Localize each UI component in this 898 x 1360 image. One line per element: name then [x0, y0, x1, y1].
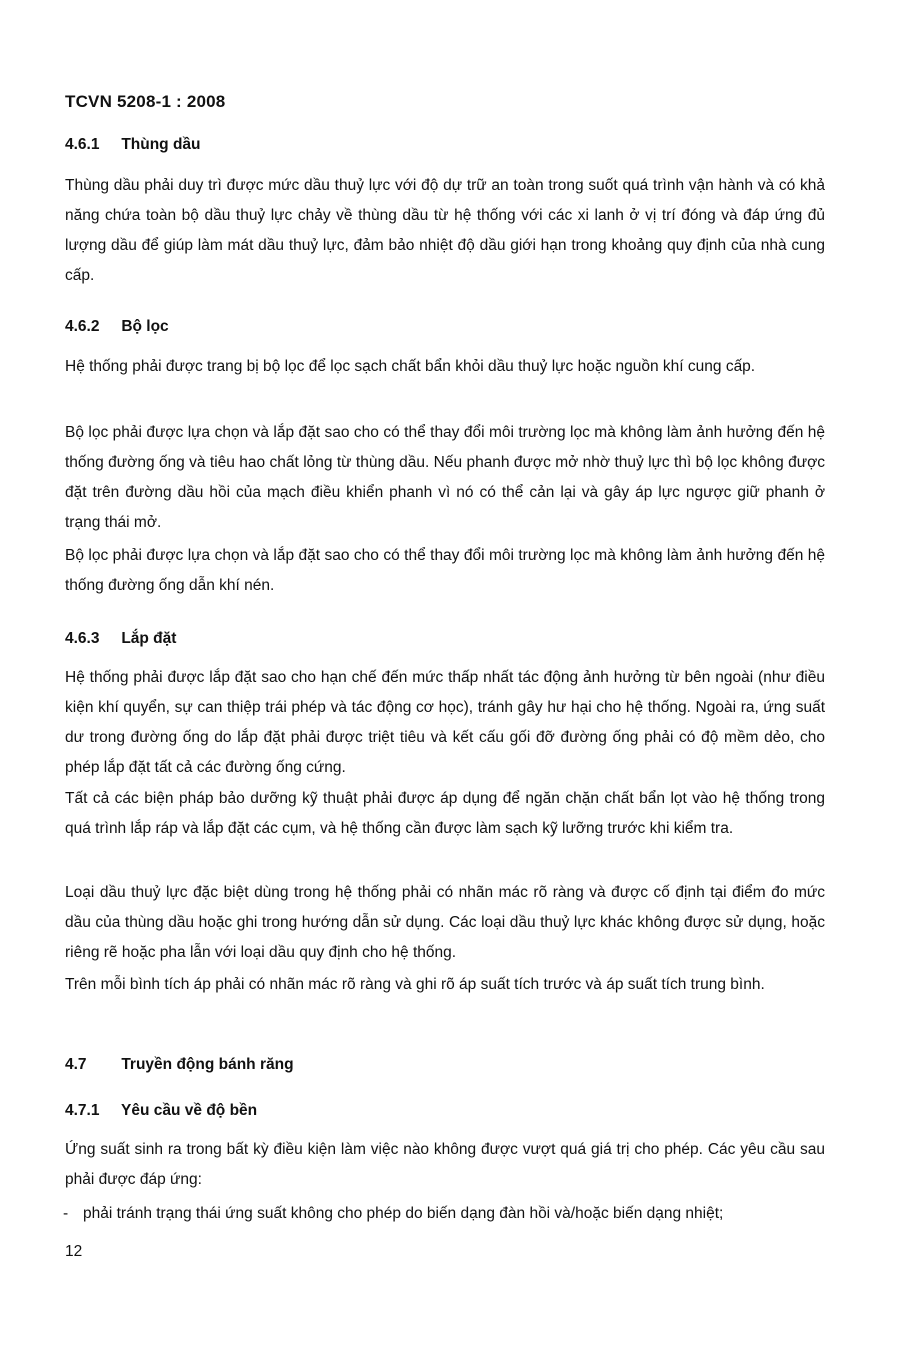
- section-number: 4.6.3: [65, 630, 100, 647]
- paragraph-4-6-3-4: Trên mỗi bình tích áp phải có nhãn mác rõ ràng và ghi rõ áp suất tích trước và áp suất tích trung bình.: [65, 976, 765, 993]
- list-item-text: phải tránh trạng thái ứng suất không cho phép do biến dạng đàn hồi và/hoặc biến dạng nhiệt;: [83, 1205, 724, 1222]
- section-number: 4.6.1: [65, 136, 100, 153]
- paragraph-4-6-3-1: Hệ thống phải được lắp đặt sao cho hạn chế đến mức thấp nhất tác động ảnh hưởng từ bên ngoài (như điều kiện khí quyển, sự can thiệp trái phép và tác động cơ học), tránh gây hư hại cho hệ thống. Ngoài ra, ứng suất dư trong đường ống do lắp đặt phải được triệt tiêu và kết cấu gối đỡ đường ống phải có độ mềm dẻo, cho phép lắp đặt tất cả các đường ống cứng.: [65, 669, 825, 776]
- paragraph-4-7-1-1: Ứng suất sinh ra trong bất kỳ điều kiện làm việc nào không được vượt quá giá trị cho phép. Các yêu cầu sau phải được đáp ứng:: [65, 1141, 825, 1188]
- section-title: Yêu cầu về độ bền: [121, 1102, 258, 1119]
- section-number: 4.7: [65, 1056, 87, 1073]
- section-heading-4-7-1: [65, 1102, 257, 1120]
- bullet-marker: -: [63, 1205, 69, 1222]
- section-heading-4-6-3: [65, 630, 176, 648]
- section-heading-4-6-1: [65, 136, 201, 154]
- section-title: Thùng dầu: [121, 136, 201, 153]
- document-header-id: TCVN 5208-1 : 2008: [65, 92, 226, 111]
- paragraph-4-6-2-1: Hệ thống phải được trang bị bộ lọc để lọc sạch chất bẩn khỏi dầu thuỷ lực hoặc nguồn khí cung cấp.: [65, 358, 756, 375]
- paragraph-4-6-1-1: Thùng dầu phải duy trì được mức dầu thuỷ lực với độ dự trữ an toàn trong suốt quá trình vận hành và có khả năng chứa toàn bộ dầu thuỷ lực chảy về thùng dầu từ hệ thống với các xi lanh ở vị trí đóng và đáp ứng đủ lượng dầu để giúp làm mát dầu thuỷ lực, đảm bảo nhiệt độ dầu giới hạn trong khoảng quy định của nhà cung cấp.: [65, 177, 825, 284]
- paragraph-4-6-3-3: Loại dầu thuỷ lực đặc biệt dùng trong hệ thống phải có nhãn mác rõ ràng và được cố định tại điểm đo mức dầu của thùng dầu hoặc ghi trong hướng dẫn sử dụng. Các loại dầu thuỷ lực khác không được sử dụng, hoặc riêng rẽ hoặc pha lẫn với loại dầu quy định cho hệ thống.: [65, 884, 825, 961]
- section-heading-4-7: [65, 1056, 294, 1074]
- section-number: 4.7.1: [65, 1102, 100, 1119]
- paragraph-4-6-3-2: Tất cả các biện pháp bảo dưỡng kỹ thuật phải được áp dụng để ngăn chặn chất bẩn lọt vào hệ thống trong quá trình lắp ráp và lắp đặt các cụm, và hệ thống cần được làm sạch kỹ lưỡng trước khi kiểm tra.: [65, 790, 825, 837]
- page-number: 12: [65, 1243, 83, 1260]
- section-title: Bộ lọc: [121, 318, 169, 335]
- section-heading-4-6-2: [65, 318, 169, 336]
- section-title: Truyền động bánh răng: [121, 1056, 294, 1073]
- section-title: Lắp đặt: [121, 630, 177, 647]
- paragraph-4-6-2-2: Bộ lọc phải được lựa chọn và lắp đặt sao cho có thể thay đổi môi trường lọc mà không làm ảnh hưởng đến hệ thống đường ống và tiêu hao chất lỏng từ thùng dầu. Nếu phanh được mở nhờ thuỷ lực thì bộ lọc không được đặt trên đường dầu hồi của mạch điều khiển phanh vì nó có thể cản lại và gây áp lực ngược giữ phanh ở trạng thái mở.: [65, 424, 825, 531]
- paragraph-4-6-2-3: Bộ lọc phải được lựa chọn và lắp đặt sao cho có thể thay đổi môi trường lọc mà không làm ảnh hưởng đến hệ thống đường ống dẫn khí nén.: [65, 547, 825, 594]
- list-item: [63, 1199, 823, 1229]
- section-number: 4.6.2: [65, 318, 100, 335]
